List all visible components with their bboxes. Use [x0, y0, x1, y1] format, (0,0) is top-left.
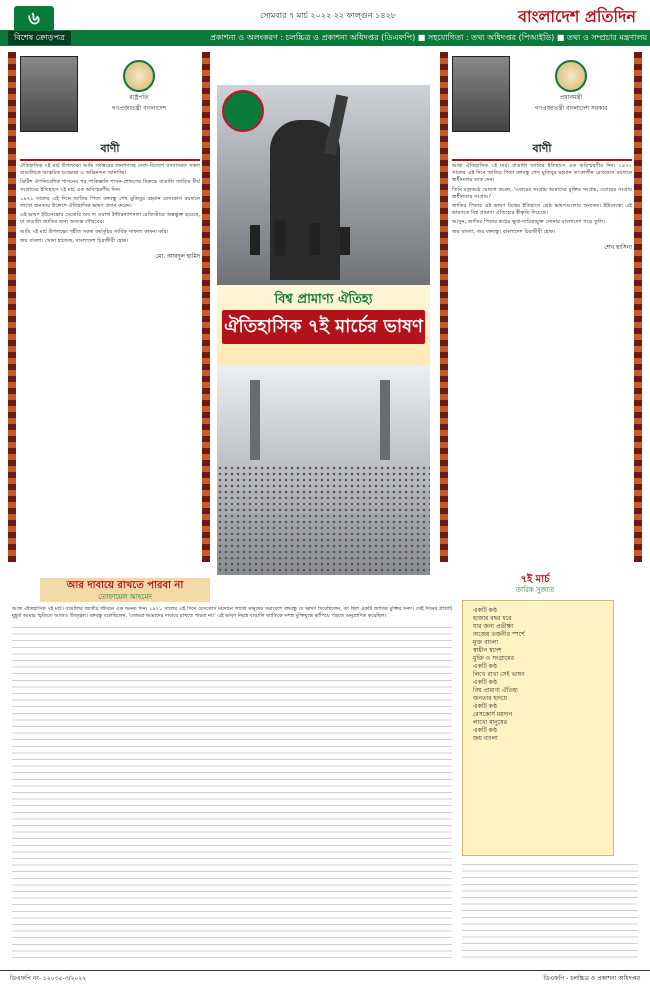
- right-text-block: [462, 860, 638, 960]
- poem-line: স্বাধীন স্বদেশ: [473, 647, 502, 654]
- poem-line: লাখো মানুষের: [473, 719, 507, 726]
- president-message: [20, 56, 200, 262]
- left-border-strip: [8, 52, 16, 562]
- seal-caption: রাষ্ট্রপতি: [129, 94, 149, 101]
- message-paragraph: জয় বাংলা, জয় বঙ্গবন্ধু। বাংলাদেশ চিরজীবী হোক।: [452, 228, 556, 235]
- poem-line: অজেয় তর্জনীর স্পর্শে: [473, 631, 525, 638]
- poem-line: একটি কণ্ঠ: [473, 679, 498, 686]
- article-body: [12, 606, 452, 966]
- date-line: সোমবার ৭ মার্চ ২০২২ ২২ ফাল্গুন ১৪২৮: [260, 11, 396, 20]
- signature: মো. আবদুল হামিদ: [155, 253, 200, 261]
- article-paragraph: আজ ঐতিহাসিক ৭ই মার্চ। বাঙালির জাতীয় জীবনে এক অনন্য দিন। ১৯৭১ সালের এই দিনে রেসকোর্স ময়দানে লাখো মানুষের সমাবেশে বঙ্গবন্ধু যে ভাষণ দিয়েছিলেন, তা ছিল একটি জাতির মুক্তির সনদ। সেই দিনের প্রতিটি মুহূর্ত আমার স্মৃতিতে আজও উজ্জ্বল। বঙ্গবন্ধু বলেছিলেন, 'তোমরা আমাদের দাবায়ে রাখতে পারবা না।' এই ভাষণ নিরস্ত্র বাঙালি জাতিকে সশস্ত্র মুক্তিযুদ্ধে ঝাঁপিয়ে পড়তে অনুপ্রাণিত করেছিল।: [12, 606, 452, 619]
- poem-line: মুক্তি ও সংগ্রামের: [473, 655, 514, 662]
- poem-author: তারিক সুজাত: [515, 586, 555, 594]
- pm-message: [452, 56, 632, 253]
- emblem-icon: [222, 90, 264, 132]
- poem-line: একটি কণ্ঠ: [473, 663, 498, 670]
- message-paragraph: ১৯৭১ সালের এই দিনে জাতির পিতা বঙ্গবন্ধু শেখ মুজিবুর রহমান রেসকোর্স ময়দানে লাখো জনতার উদ্দেশে ঐতিহাসিক ভাষণ প্রদান করেন।: [20, 195, 200, 210]
- page-header: [0, 0, 650, 46]
- seal-sub: গণপ্রজাতন্ত্রী বাংলাদেশ সরকার: [534, 105, 608, 112]
- message-paragraph: জাতির পিতার এই ভাষণ বিশ্বের ইতিহাসে শ্রেষ্ঠ ভাষণগুলোর অন্যতম। ইউনেস্কো এই ভাষণকে বিশ্ব প্রামাণ্য ঐতিহ্যের স্বীকৃতি দিয়েছে।: [452, 203, 632, 217]
- message-paragraph: আসুন, জাতির পিতার স্বপ্নের ক্ষুধা-দারিদ্র্যমুক্ত সোনার বাংলাদেশ গড়ে তুলি।: [452, 219, 606, 226]
- supplement-label: বিশেষ ক্রোড়পত্র: [8, 31, 71, 45]
- message-paragraph: ঐতিহাসিক ৭ই মার্চ উপলক্ষ্যে আমি সর্বস্তরের জনগণসহ দেশে-বিদেশে বসবাসরত সকল বাঙালিকে আন্তরিক শুভেচ্ছা ও অভিনন্দন জানাচ্ছি।: [20, 163, 200, 177]
- article-text-block: [12, 623, 452, 963]
- tower-right: [380, 380, 390, 460]
- poem-line: হাজার বছর ধরে: [473, 615, 512, 622]
- speech-title: ঐতিহাসিক ৭ই মার্চের ভাষণ: [222, 310, 425, 344]
- poem-line: একটি কণ্ঠ: [473, 727, 498, 734]
- president-seal-icon: [123, 60, 155, 92]
- poem-heading: ৭ই মার্চ: [520, 574, 550, 585]
- seal-sub: গণপ্রজাতন্ত্রী বাংলাদেশ: [111, 105, 167, 112]
- poem-line: একটি কণ্ঠ: [473, 607, 498, 614]
- poem-line: রেসকোর্স ময়দান: [473, 711, 513, 718]
- pm-seal-icon: [555, 60, 587, 92]
- newspaper-brand[interactable]: বাংলাদেশ প্রতিদিন: [518, 7, 636, 26]
- credit-line: প্রকাশনা ও অলংকরণ : চলচ্চিত্র ও প্রকাশনা অধিদপ্তর (ডিএফপি) ■ সহযোগিতা : তথ্য অধিদপ্তর (পিআইডি) ■ তথ্য ও সম্প্রচার মন্ত্রণালয়: [210, 33, 648, 42]
- tower-left: [250, 380, 260, 460]
- poem-line: যার জন্য প্রতীক্ষা: [473, 623, 514, 630]
- right-border-strip: [634, 52, 642, 562]
- page-footer: [0, 970, 650, 985]
- message-paragraph: আজ ঐতিহাসিক ৭ই মার্চ। বাঙালি জাতির ইতিহাসে এক অবিস্মরণীয় দিন। ১৯৭১ সালের এই দিনে জাতির পিতা বঙ্গবন্ধু শেখ মুজিবুর রহমান তৎকালীন রেসকোর্স ময়দানে স্বাধীনতার ডাক দেন।: [452, 163, 632, 184]
- message-paragraph: এই ভাষণ ইউনেস্কোর মেমোরি অব দ্য ওয়ার্ল্ড ইন্টারন্যাশনাল রেজিস্টারে অন্তর্ভুক্ত হয়েছে, যা বাঙালি জাতির জন্য অত্যন্ত গৌরবের।: [20, 212, 200, 226]
- message-heading: বাণী: [20, 140, 200, 161]
- message-heading: বাণী: [452, 140, 632, 161]
- article-heading: আর দাবায়ে রাখতে পারবা না: [66, 580, 184, 591]
- poem-line: জয় বাংলা: [473, 735, 498, 742]
- world-heritage-label: বিশ্ব প্রামাণ্য ঐতিহ্য: [274, 292, 373, 307]
- pm-header: [452, 56, 632, 136]
- pm-portrait: [452, 56, 510, 132]
- left-inner-border-strip: [202, 52, 210, 562]
- poem-line: একটি কণ্ঠ: [473, 703, 498, 710]
- microphones: [230, 215, 380, 275]
- poem-box: [462, 600, 614, 856]
- message-paragraph: ব্রিটিশ ঔপনিবেশিক শাসনের পর পাকিস্তানি শাসন-শোষণের বিরুদ্ধে বাঙালি জাতির দীর্ঘ সংগ্রামের ইতিহাসে ৭ই মার্চ এক অবিস্মরণীয় দিন।: [20, 179, 200, 193]
- poem-line: মুক্ত বাংলা: [473, 639, 498, 646]
- footer-left: ডিএফপি নং- ১২০৩৫-৩/২০২২: [10, 975, 87, 982]
- president-portrait: [20, 56, 78, 132]
- crowd-photo: [217, 365, 430, 575]
- poem-lines: [463, 601, 613, 749]
- signature: শেখ হাসিনা: [604, 243, 632, 251]
- article-author: তোফায়েল আহমেদ: [98, 593, 152, 601]
- seal-caption: প্রধানমন্ত্রী: [559, 94, 583, 101]
- poem-line: জনতার হৃদয়ে: [473, 695, 507, 702]
- page-number: ৬: [14, 6, 54, 32]
- message-paragraph: আমি ৭ই মার্চ উপলক্ষ্যে গৃহীত সকল কর্মসূচির সার্বিক সাফল্য কামনা করি।: [20, 228, 169, 235]
- poem-line: লিখে রাখা সেই ভাষণ: [473, 671, 525, 678]
- poem-line: বিশ্ব প্রামাণ্য ঐতিহ্য: [473, 687, 518, 694]
- president-header: [20, 56, 200, 136]
- right-inner-border-strip: [440, 52, 448, 562]
- message-paragraph: জয় বাংলা। খোদা হাফেজ, বাংলাদেশ চিরজীবী হোক।: [20, 237, 129, 244]
- message-paragraph: তিনি বজ্রকণ্ঠে ঘোষণা করেন, 'এবারের সংগ্রাম আমাদের মুক্তির সংগ্রাম, এবারের সংগ্রাম স্বাধীনতার সংগ্রাম।': [452, 186, 632, 200]
- footer-right: ডিএফপি - চলচ্চিত্র ও প্রকাশনা অধিদপ্তর: [543, 975, 640, 982]
